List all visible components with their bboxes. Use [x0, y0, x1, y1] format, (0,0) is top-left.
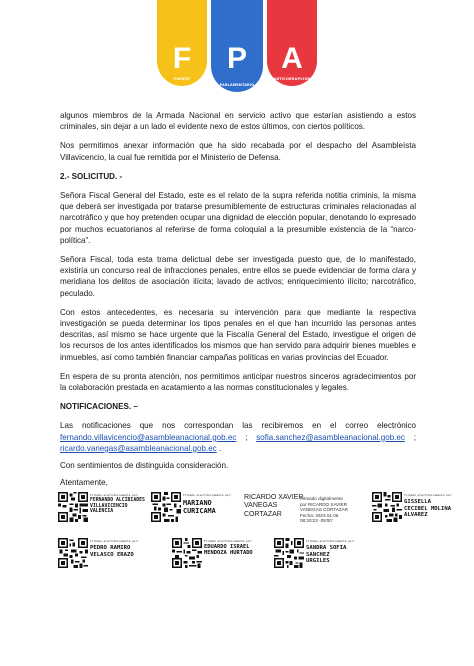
email-separator: ; — [245, 432, 248, 442]
signer-name — [306, 545, 346, 565]
letter-body — [60, 110, 416, 496]
signer-name-line: MARIANO — [183, 499, 212, 507]
signer-name — [404, 499, 451, 519]
signer-name-line: EDUARDO ISRAEL — [204, 544, 250, 550]
signer-name-line: FERNANDO ALCIBIADES — [90, 498, 145, 503]
qr-code-icon — [372, 492, 402, 522]
signer-name-line: SANDRA SOFIA — [306, 545, 347, 551]
signer-name — [90, 545, 134, 558]
signature-velasco — [58, 538, 158, 568]
email-link-villavicencio[interactable]: fernando.villavicencio@asambleanacional.gob.ec — [60, 432, 237, 442]
closing-atentamente: Atentamente, — [60, 478, 108, 488]
email-separator: ; — [413, 432, 416, 442]
signer-name-line: SANCHEZ — [306, 551, 330, 558]
paragraph-anexo: Nos permitimos anexar información que ha sido recabada por el despacho del Asambleísta Villavicencio, la cual fue remitida por el Ministerio de Defensa. — [60, 141, 416, 162]
fpa-logo — [157, 0, 317, 92]
signer-name-line: CORTAZAR — [244, 510, 282, 518]
email-link-vanegas[interactable]: ricardo.vanegas@asambleanacional.gob.ec — [60, 443, 217, 453]
signature-info-line: por RICARDO XAVIER — [300, 501, 347, 507]
email-link-sanchez[interactable]: sofia.sanchez@asambleanacional.gob.ec — [256, 432, 405, 442]
signer-name — [204, 544, 253, 557]
qr-code-icon — [151, 492, 181, 522]
signer-name-line: GISSELLA — [404, 499, 431, 505]
signature-molina — [372, 492, 472, 522]
signature-info-line: Fecha: 2023.01.06 — [300, 512, 339, 518]
qr-code-icon — [58, 538, 88, 568]
logo-red-block — [267, 0, 317, 86]
logo-caption-parlamentario: PARLAMENTARIO — [219, 83, 255, 87]
paragraph-fiscal-general: Señora Fiscal General del Estado, este es el relato de la supra referida notitia criminis, la misma que deberá ser investigada por tratarse presumiblemente de estructuras criminales relacionadas al narcotráfico y que hoy pretenden ocupar una dignidad de elección popular, denotando lo expresado por muchos ecuatorianos al referirse de forma coloquial a la presumible existencia de la “narco-política”. — [60, 191, 416, 245]
paragraph-antecedentes: Con estos antecedentes, es necesaria su intervención para que mediante la respectiva investigación se pueda determinar los tipos penales en el que han incurrido las personas antes descritas, así mismo se hace urgente que la Fiscalía General del Estado, investigue el origen de los recursos de los antes identificados los mismos que han servido para adquirir bienes muebles e inmuebles, así como también financiar campañas políticas en varias provincias del Ecuador. — [60, 307, 416, 362]
paragraph-trama-delictual: Señora Fiscal, toda esta trama delictual debe ser investigada puesto que, de lo manifestado, existiría un concurso real de infracciones penales, entre ellos se puede evidenciar de forma clara y meridiana los delitos de asociación ilícita; lavado de activos; enriquecimiento ilícito; narcotráfico, peculado. — [60, 255, 416, 298]
logo-blue-block — [211, 0, 263, 92]
qr-code-icon — [58, 492, 88, 522]
signer-name-line: VALENCIA — [90, 509, 114, 515]
paragraph-consideracion: Con sentimientos de distinguida consideración. — [60, 461, 229, 471]
signature-meta: Firmado electrónicamente por: — [306, 539, 355, 543]
digital-signature-info — [300, 496, 348, 524]
heading-solicitud: 2.- SOLICITUD. - — [60, 171, 123, 181]
signature-mendoza — [172, 538, 272, 568]
signature-info-line: 08:20:22 -05'00' — [300, 518, 333, 524]
signer-name-line: CURICAMA — [183, 507, 216, 515]
signer-name-line: CECIBEL MOLINA — [404, 505, 452, 512]
logo-letter-f: F — [172, 42, 192, 75]
signer-name — [183, 499, 216, 515]
heading-notificaciones: NOTIFICACIONES. – — [60, 402, 138, 412]
paragraph-notificaciones — [60, 420, 416, 454]
signer-name-line: PEDRO RAMIRO — [90, 545, 131, 551]
signer-name-line: VELASCO ERAZO — [90, 551, 134, 558]
email-end: . — [218, 443, 222, 453]
signer-name — [244, 494, 303, 519]
signer-name-line: VANEGAS — [244, 502, 278, 510]
qr-code-icon — [274, 538, 304, 568]
signature-meta: Firmado electrónicamente por: — [90, 493, 139, 497]
signature-meta: Firmado electrónicamente por: — [404, 493, 453, 497]
logo-yellow-block — [157, 0, 207, 86]
signature-info-line: Firmado digitalmente — [300, 496, 343, 501]
signature-meta: Firmado electrónicamente por: — [204, 539, 253, 543]
signature-meta: Firmado electrónicamente por: — [90, 539, 139, 543]
signer-name-line: VILLAVICENCIO — [90, 503, 128, 509]
signature-info-line: VANEGAS CORTAZAR — [300, 507, 348, 513]
logo-caption-anticorrupcion: ANTICORRUPCIÓN — [273, 77, 311, 81]
notificaciones-text: Las notificaciones que nos correspondan las recibiremos en el correo electrónico — [60, 421, 416, 431]
logo-letter-p: P — [226, 42, 247, 75]
signature-curicama — [151, 492, 241, 522]
paragraph-agradecimientos: En espera de su pronta atención, nos permitimos anticipar nuestros sinceros agradecimientos por la colaboración prestada en acatamiento a las normas constitucionales y legales. — [60, 371, 416, 393]
qr-code-icon — [172, 538, 202, 568]
signer-name-line: MENDOZA HURTADO — [204, 550, 253, 557]
logo-caption-frente: FRENTE — [174, 77, 190, 81]
signature-meta: Firmado electrónicamente por: — [183, 493, 232, 497]
signer-name — [90, 498, 145, 515]
signature-cortazar — [244, 494, 384, 528]
logo-letter-a: A — [281, 42, 303, 75]
paragraph-armada: algunos miembros de la Armada Nacional en servicio activo que estarían asistiendo a estos criminales, sin dejar a un lado el evidente nexo de estos últimos, con ciertos políticos. — [60, 111, 416, 132]
signer-name-line: URGILES — [306, 558, 330, 565]
signer-name-line: RICARDO XAVIER — [244, 494, 304, 501]
signer-name-line: ALVAREZ — [404, 512, 428, 519]
signature-sanchez — [274, 538, 374, 568]
